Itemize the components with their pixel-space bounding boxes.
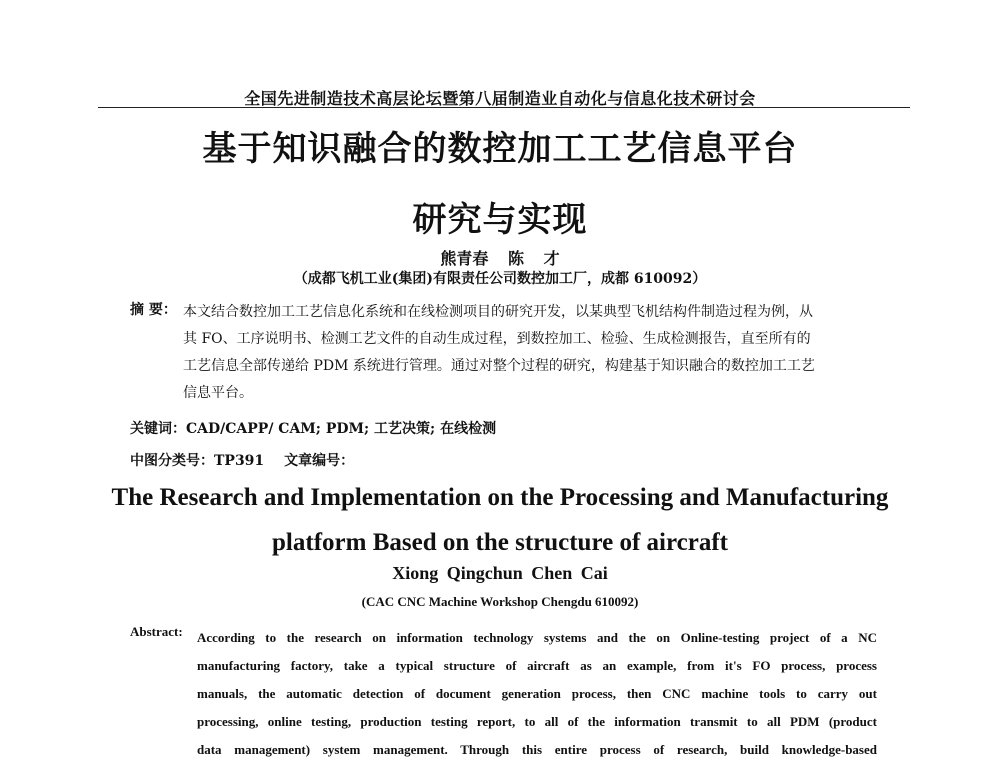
abstract-en-line: manufacturing factory, take a typical structure of aircraft as an example, from it's FO process, process — [197, 658, 877, 673]
authors-en: Xiong Qingchun Chen Cai — [392, 563, 608, 583]
affiliation-cn: （成都飞机工业(集团)有限责任公司数控加工厂，成都 610092） — [293, 271, 707, 287]
abstract-cn-line: 其 FO、工序说明书、检测工艺文件的自动生成过程，到数控加工、检验、生成检测报告，直至所有的 — [183, 331, 811, 347]
abstract-cn-line: 信息平台。 — [183, 385, 253, 401]
abstract-cn — [183, 299, 878, 407]
abstract-en-line: According to the research on information technology systems and the on Online-testing project of a NC — [197, 630, 877, 645]
abstract-cn-line: 本文结合数控加工工艺信息化系统和在线检测项目的研究开发，以某典型飞机结构件制造过程为例，从 — [183, 304, 813, 320]
title-en-line-2: platform Based on the structure of aircraft — [272, 529, 728, 556]
document-number: 文章编号： — [284, 453, 355, 469]
authors-cn: 熊青春 陈 才 — [440, 249, 560, 268]
conference-header: 全国先进制造技术高层论坛暨第八届制造业自动化与信息化技术研讨会 — [244, 89, 756, 108]
abstract-en-line: processing, online testing, production testing report, to all of the information transmit to all PDM (product — [197, 714, 877, 729]
title-cn-line-2: 研究与实现 — [412, 200, 588, 240]
clc-number: 中图分类号：TP391 — [130, 453, 265, 469]
abstract-en-line: manuals, the automatic detection of document generation process, then CNC machine tools to carry out — [197, 686, 877, 701]
abstract-cn-label: 摘 要： — [130, 302, 177, 318]
classification-row — [130, 450, 354, 470]
title-cn-line-1: 基于知识融合的数控加工工艺信息平台 — [202, 129, 798, 169]
keywords-cn: 关键词：CAD/CAPP/ CAM; PDM; 工艺决策; 在线检测 — [130, 421, 497, 437]
abstract-en-label: Abstract: — [130, 624, 183, 639]
header-rule — [98, 107, 910, 108]
title-en-line-1: The Research and Implementation on the Processing and Manufacturing — [111, 484, 889, 511]
abstract-cn-line: 工艺信息全部传递给 PDM 系统进行管理。通过对整个过程的研究，构建基于知识融合的数控加工工艺 — [183, 358, 815, 374]
abstract-en — [197, 624, 877, 764]
affiliation-en: (CAC CNC Machine Workshop Chengdu 610092) — [361, 594, 639, 609]
abstract-en-line: data management) system management. Through this entire process of research, build knowledge-based — [197, 742, 877, 757]
